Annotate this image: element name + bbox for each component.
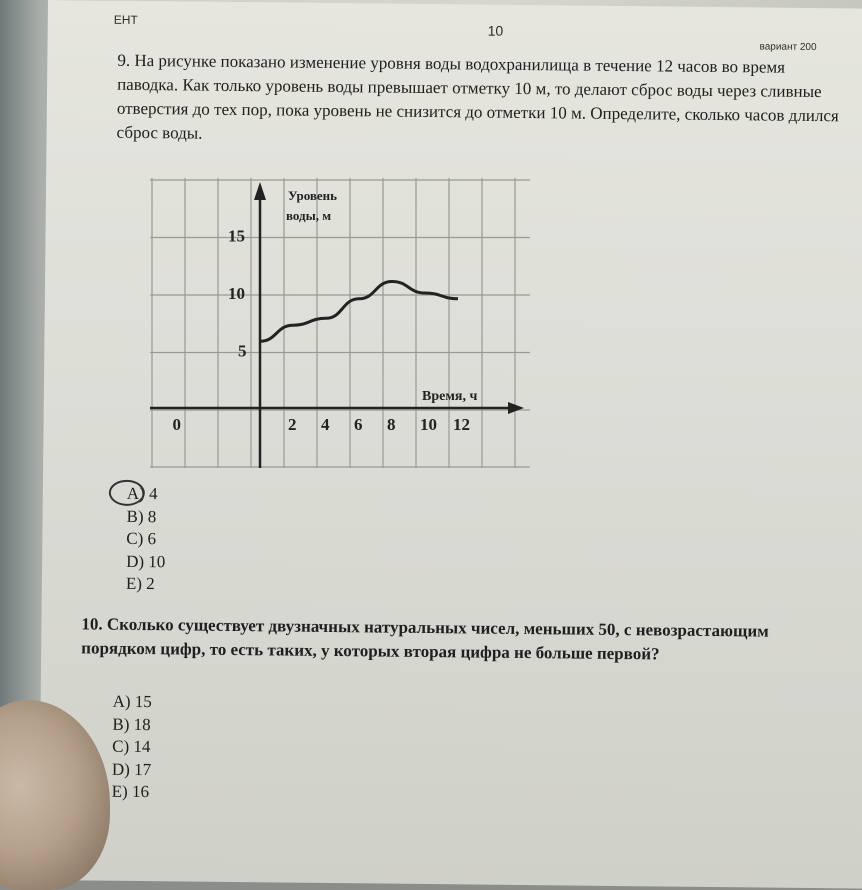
- answer-option[interactable]: C) 14: [112, 736, 151, 757]
- question-10-answers: [108, 691, 152, 804]
- x-tick-label: 2: [288, 415, 297, 434]
- answer-option[interactable]: B) 8: [126, 506, 157, 526]
- page-number: 10: [487, 22, 504, 39]
- question-10-text: Сколько существует двузначных натуральных чисел, меньших 50, с невозрастающим порядком цифр, то есть таких, у которых вторая цифра не больше первой?: [81, 614, 769, 664]
- x-tick-label: 12: [453, 415, 470, 434]
- x-tick-label: 6: [354, 415, 363, 434]
- answer-option[interactable]: E) 2: [125, 573, 155, 594]
- question-9-answers: [122, 483, 166, 596]
- question-9-number: 9.: [117, 50, 131, 70]
- y-axis-label-line1: Уровень: [288, 188, 338, 203]
- question-10: [81, 612, 841, 668]
- y-tick-label: 5: [238, 341, 247, 361]
- water-level-graph: [150, 178, 530, 473]
- answer-option[interactable]: A) 15: [112, 691, 152, 712]
- x-tick-label: 10: [420, 415, 437, 434]
- x-axis-arrow: [508, 402, 524, 414]
- water-level-curve: [260, 282, 458, 342]
- header-left: ЕНТ: [113, 12, 138, 27]
- answer-option[interactable]: D) 10: [126, 551, 166, 571]
- answer-option[interactable]: E) 16: [111, 781, 150, 802]
- selected-answer-circle: [109, 480, 145, 506]
- y-axis-label-line2: воды, м: [286, 208, 332, 223]
- answer-option[interactable]: D) 17: [111, 759, 152, 779]
- x-tick-label: 4: [321, 415, 330, 434]
- x-axis-label: Время, ч: [422, 389, 478, 404]
- x-tick-label: 0: [172, 415, 181, 434]
- y-tick-label: 15: [228, 226, 245, 246]
- question-9-text: На рисунке показано изменение уровня воды водохранилища в течение 12 часов во время паводка. Как только уровень воды превышает отметку 10 м, то делают сброс воды через сливные отверстия до тех пор, пока уровень не снизится до отметки 10 м. Определите, сколько часов длился сброс воды.: [116, 50, 839, 143]
- question-9: [116, 49, 847, 153]
- answer-option[interactable]: C) 6: [126, 528, 157, 549]
- y-tick-label: 10: [228, 284, 245, 303]
- answer-option[interactable]: B) 18: [112, 714, 151, 734]
- variant-label: вариант 200: [759, 41, 817, 54]
- x-tick-label: 8: [387, 415, 396, 434]
- question-10-number: 10.: [81, 614, 103, 634]
- y-axis-arrow: [254, 182, 266, 200]
- answer-option[interactable]: A) 4: [123, 483, 166, 506]
- graph-grid: [150, 178, 530, 468]
